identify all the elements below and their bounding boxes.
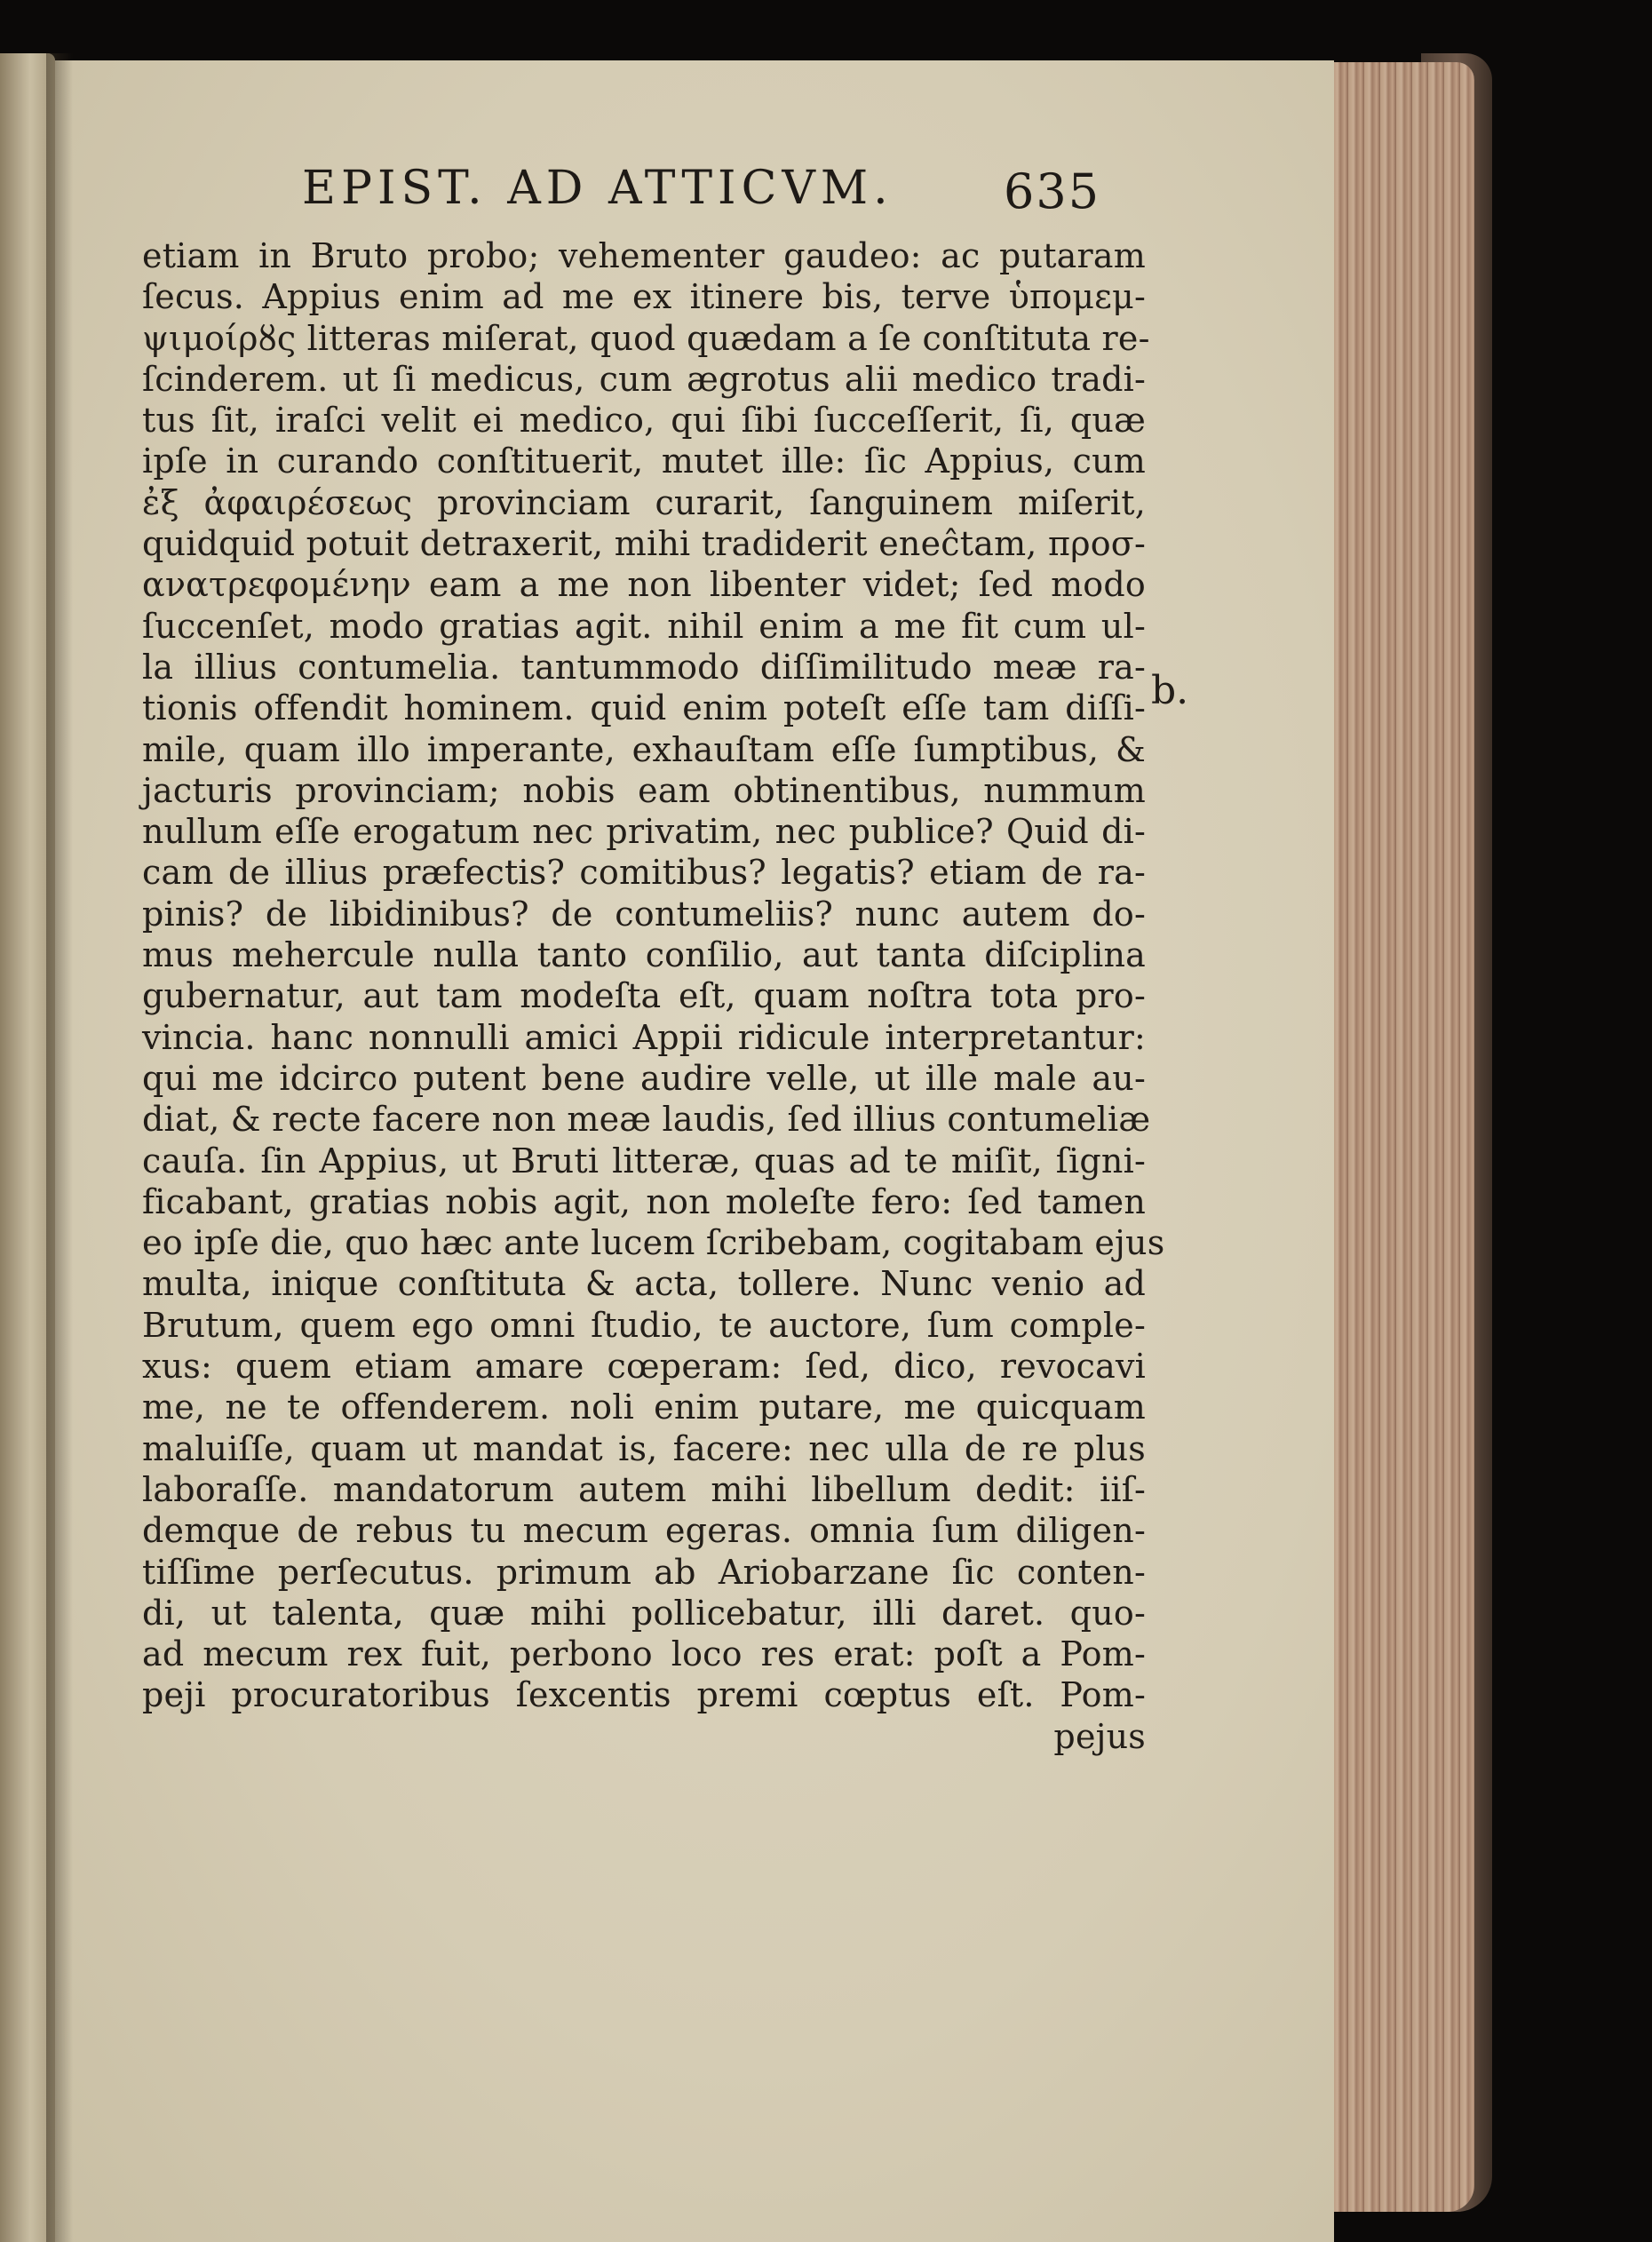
text-line: diat, & recte facere non meæ laudis, ſed illius contumeliæ — [142, 1100, 1151, 1140]
text-line: ipſe in curando conſtituerit, mutet ille: ſic Appius, cum — [142, 441, 1146, 481]
body-text — [142, 235, 1165, 1757]
text-line: cam de illius præfectis? comitibus? legatis? etiam de ra- — [142, 853, 1146, 893]
text-line: mus mehercule nulla tanto conſilio, aut tanta diſciplina — [142, 935, 1146, 975]
text-line: nullum eſſe erogatum nec privatim, nec publice? Quid di- — [142, 812, 1146, 852]
text-line: peji procuratoribus ſexcentis premi cœptus eſt. Pom- — [142, 1675, 1146, 1715]
text-line: etiam in Bruto probo; vehementer gaudeo: ac putaram — [142, 236, 1146, 275]
text-line: jacturis provinciam; nobis eam obtinentibus, nummum — [142, 770, 1146, 810]
binding-gutter — [46, 53, 73, 2242]
text-line: ἐξ ἀφαιρέσεως provinciam curarit, ſanguinem miſerit, — [142, 482, 1146, 522]
running-title: EPIST. AD ATTICVM. — [302, 162, 894, 215]
text-line: tus ſit, iraſci velit ei medico, qui ſibi ſucceſſerit, ſi, quæ — [142, 401, 1146, 441]
text-line: ſecus. Appius enim ad me ex itinere bis, terve ὑπομεμ- — [142, 277, 1146, 317]
margin-note: b. — [1151, 668, 1189, 713]
text-line: Brutum, quem ego omni ſtudio, te auctore, ſum comple- — [142, 1305, 1146, 1345]
text-line: ανατρεφομένην eam a me non libenter videt; ſed modo — [142, 565, 1146, 605]
text-line: pejus — [1053, 1716, 1146, 1756]
text-line: tiſſime perſecutus. primum ab Ariobarzane ſic conten- — [142, 1552, 1146, 1592]
text-line: demque de rebus tu mecum egeras. omnia ſum diligen- — [142, 1511, 1146, 1551]
text-line: gubernatur, aut tam modeſta eſt, quam noſtra tota pro- — [142, 976, 1146, 1016]
text-line: me, ne te offenderem. noli enim putare, me quicquam — [142, 1387, 1146, 1427]
text-line: cauſa. ſin Appius, ut Bruti litteræ, quas ad te miſit, ſigni- — [142, 1141, 1146, 1181]
text-line: ad mecum rex fuit, perbono loco res erat: poſt a Pom- — [142, 1634, 1146, 1674]
text-line: la illius contumelia. tantummodo diſſimilitudo meæ ra- — [142, 647, 1146, 687]
text-line: ſcinderem. ut ſi medicus, cum ægrotus alii medico tradi- — [142, 359, 1146, 399]
text-line: ſuccenſet, modo gratias agit. nihil enim a me fit cum ul- — [142, 606, 1146, 646]
text-line: laboraſſe. mandatorum autem mihi libellum dedit: iiſ- — [142, 1469, 1146, 1509]
text-line: maluiſſe, quam ut mandat is, facere: nec ulla de re plus — [142, 1428, 1146, 1468]
text-line: vincia. hanc nonnulli amici Appii ridicule interpretantur: — [142, 1017, 1146, 1057]
text-line: di, ut talenta, quæ mihi pollicebatur, illi daret. quo- — [142, 1593, 1146, 1633]
text-line: ψιμοίρȣς litteras miſerat, quod quædam a ſe conſtituta re- — [142, 318, 1150, 358]
text-line: xus: quem etiam amare cœperam: ſed, dico, revocavi — [142, 1347, 1146, 1387]
text-line: quidquid potuit detraxerit, mihi tradiderit eneĉtam, προσ- — [142, 524, 1146, 564]
text-line: pinis? de libidinibus? de contumeliis? nunc autem do- — [142, 894, 1146, 934]
text-line: multa, inique conſtituta & acta, tollere. Nunc venio ad — [142, 1264, 1146, 1304]
text-line: eo ipſe die, quo hæc ante lucem ſcribebam, cogitabam ejus — [142, 1223, 1165, 1263]
page-number: 635 — [1004, 163, 1101, 219]
page-fore-edges — [1332, 62, 1474, 2212]
text-line: mile, quam illo imperante, exhauſtam eſſe ſumptibus, & — [142, 729, 1146, 769]
text-line: ficabant, gratias nobis agit, non moleſte fero: ſed tamen — [142, 1181, 1146, 1221]
text-line: qui me idcirco putent bene audire velle, ut ille male au- — [142, 1058, 1146, 1098]
text-line: tionis offendit hominem. quid enim poteſt eſſe tam diſſi- — [142, 688, 1146, 728]
